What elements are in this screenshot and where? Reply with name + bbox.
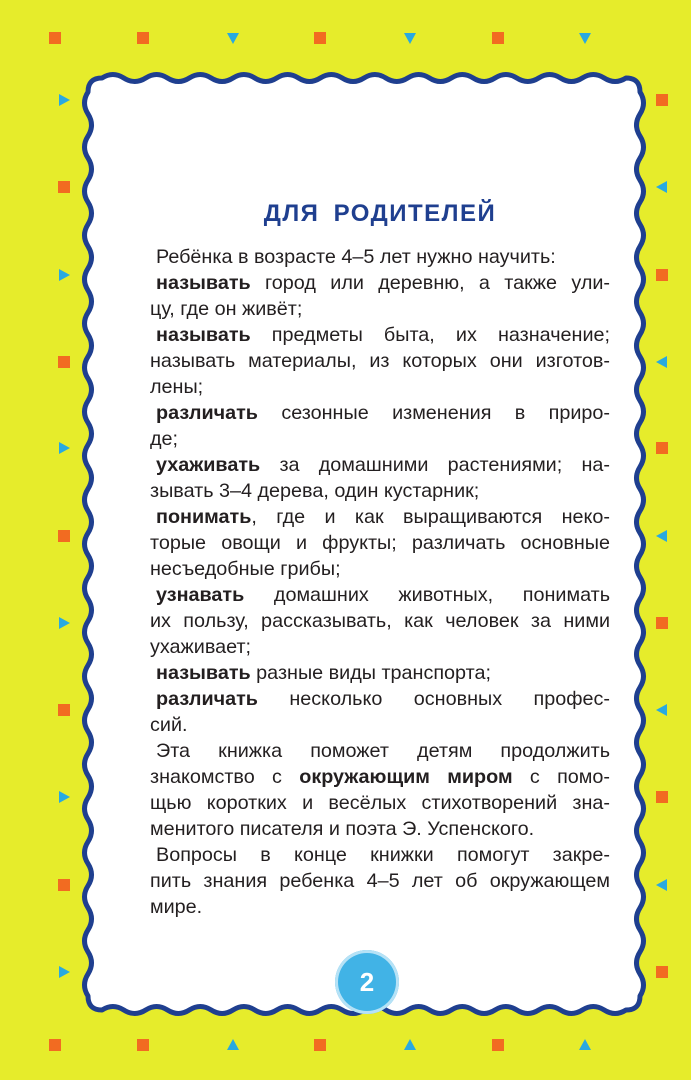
- triangle-marker: [656, 879, 667, 891]
- skill-line: сий.: [150, 714, 188, 736]
- skill-line: называть город или деревню, а также ули-: [156, 272, 610, 294]
- skill-item: [150, 582, 610, 660]
- triangle-marker: [227, 33, 239, 44]
- skill-line: называть разные виды транспорта;: [156, 662, 491, 684]
- skill-line: ухаживать за домашними растениями; на-: [156, 454, 610, 476]
- skill-line: лены;: [150, 376, 204, 398]
- square-marker: [58, 879, 70, 891]
- square-marker: [58, 181, 70, 193]
- triangle-marker: [59, 442, 70, 454]
- triangle-marker: [579, 33, 591, 44]
- skill-item: [150, 400, 610, 452]
- square-marker: [49, 32, 61, 44]
- highlight-world: окружающим миром: [299, 766, 513, 788]
- closing-line-1: Вопросы в конце книжки помогут закре-: [156, 844, 610, 866]
- square-marker: [656, 966, 668, 978]
- square-marker: [492, 1039, 504, 1051]
- intro-text: Ребёнка в возрасте 4–5 лет нужно научить:: [156, 246, 556, 268]
- skill-line: различать сезонные изменения в приро-: [156, 402, 610, 424]
- square-marker: [656, 791, 668, 803]
- triangle-marker: [579, 1039, 591, 1050]
- square-marker: [58, 356, 70, 368]
- triangle-marker: [59, 791, 70, 803]
- triangle-marker: [59, 269, 70, 281]
- book-note-paragraph: [150, 738, 610, 842]
- skill-verb: называть: [156, 272, 251, 294]
- book-note-line-4: менитого писателя и поэта Э. Успенского.: [150, 818, 535, 840]
- triangle-marker: [404, 33, 416, 44]
- page-content: [150, 200, 610, 920]
- triangle-marker: [59, 94, 70, 106]
- skill-item: [150, 452, 610, 504]
- square-marker: [58, 530, 70, 542]
- skill-line: торые овощи и фрукты; различать основные: [150, 532, 610, 554]
- skill-verb: называть: [156, 662, 251, 684]
- square-marker: [49, 1039, 61, 1051]
- skill-line: называть предметы быта, их назначение;: [156, 324, 610, 346]
- square-marker: [137, 1039, 149, 1051]
- book-note-line-2: знакомство с окружающим миром с помо-: [150, 766, 610, 788]
- skill-item: [150, 504, 610, 582]
- skill-line: де;: [150, 428, 179, 450]
- page-number-badge: 2: [335, 950, 399, 1014]
- skill-item: [150, 270, 610, 322]
- closing-paragraph: [150, 842, 610, 920]
- square-marker: [656, 94, 668, 106]
- skill-verb: ухаживать: [156, 454, 261, 476]
- book-note-line-1: Эта книжка поможет детям продолжить: [156, 740, 610, 762]
- skill-line: узнавать домашних животных, понимать: [156, 584, 610, 606]
- skill-line: зывать 3–4 дерева, один кустарник;: [150, 480, 480, 502]
- intro-paragraph: [150, 244, 610, 270]
- square-marker: [656, 442, 668, 454]
- square-marker: [492, 32, 504, 44]
- triangle-marker: [59, 617, 70, 629]
- triangle-marker: [404, 1039, 416, 1050]
- triangle-marker: [656, 704, 667, 716]
- skill-item: [150, 686, 610, 738]
- square-marker: [314, 32, 326, 44]
- skill-verb: называть: [156, 324, 251, 346]
- skills-list: [150, 270, 610, 738]
- skill-line: ухаживает;: [150, 636, 252, 658]
- triangle-marker: [227, 1039, 239, 1050]
- triangle-marker: [59, 966, 70, 978]
- skill-verb: узнавать: [156, 584, 245, 606]
- triangle-marker: [656, 530, 667, 542]
- square-marker: [58, 704, 70, 716]
- skill-line: цу, где он живёт;: [150, 298, 303, 320]
- page-title: ДЛЯ РОДИТЕЛЕЙ: [263, 200, 497, 227]
- skill-item: [150, 660, 610, 686]
- book-note-line-3: щью коротких и весёлых стихотворений зна-: [150, 792, 610, 814]
- skill-line: несъедобные грибы;: [150, 558, 341, 580]
- skill-verb: понимать: [156, 506, 252, 528]
- square-marker: [314, 1039, 326, 1051]
- square-marker: [656, 617, 668, 629]
- skill-line: их пользу, рассказывать, как человек за ними: [150, 610, 610, 632]
- skill-line: различать несколько основных профес-: [156, 688, 610, 710]
- skill-verb: различать: [156, 688, 258, 710]
- closing-line-2: пить знания ребенка 4–5 лет об окружающем: [150, 870, 610, 892]
- square-marker: [137, 32, 149, 44]
- closing-line-3: мире.: [150, 896, 203, 918]
- skill-line: понимать, где и как выращиваются неко-: [156, 506, 610, 528]
- triangle-marker: [656, 356, 667, 368]
- skill-line: называть материалы, из которых они изготов-: [150, 350, 610, 372]
- skill-verb: различать: [156, 402, 258, 424]
- square-marker: [656, 269, 668, 281]
- triangle-marker: [656, 181, 667, 193]
- skill-item: [150, 322, 610, 400]
